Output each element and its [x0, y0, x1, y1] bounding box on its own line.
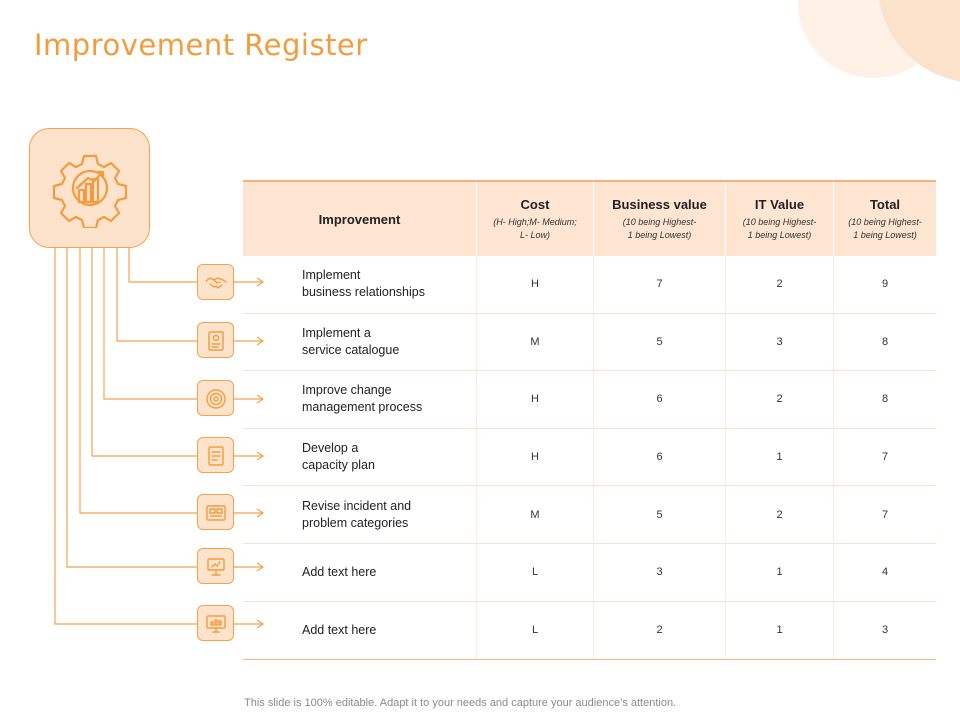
cost-cell: M	[477, 314, 594, 371]
improvement-cell: Add text here	[243, 544, 477, 601]
table-row	[243, 314, 936, 372]
improvement-register-table	[243, 180, 936, 660]
table-row	[243, 256, 936, 314]
it-value-cell: 2	[726, 486, 834, 543]
footer-note: This slide is 100% editable. Adapt it to your needs and capture your audience’s attention.	[244, 697, 677, 709]
improvement-cell: Add text here	[243, 602, 477, 660]
handshake-icon	[197, 264, 234, 300]
business-value-cell: 7	[594, 256, 726, 313]
total-cell: 7	[881, 508, 889, 521]
catalogue-icon	[197, 322, 234, 358]
total-cell: 4	[881, 566, 889, 579]
business-value-cell: 5	[594, 486, 726, 543]
improvement-cell: Implement business relationships	[243, 256, 477, 313]
business-value-cell: 5	[594, 314, 726, 371]
table-row	[243, 544, 936, 602]
cost-cell: H	[477, 371, 594, 428]
table-row	[243, 371, 936, 429]
cost-cell: M	[477, 486, 594, 543]
header-business-value: Business value (10 being Highest- 1 being Lowest)	[594, 182, 726, 256]
header-cost: Cost (H- High;M- Medium; L- Low)	[477, 182, 594, 256]
cost-cell: L	[477, 602, 594, 660]
improvement-cell: Develop a capacity plan	[243, 429, 477, 486]
business-value-cell: 3	[594, 544, 726, 601]
table-header	[243, 182, 936, 256]
cost-cell: H	[477, 429, 594, 486]
presentation-icon	[197, 548, 234, 584]
table-row	[243, 486, 936, 544]
table-row	[243, 602, 936, 660]
monitor-chart-icon	[197, 605, 234, 641]
business-value-cell: 2	[594, 602, 726, 660]
it-value-cell: 1	[726, 544, 834, 601]
header-improvement: Improvement	[243, 182, 477, 256]
header-it-value: IT Value (10 being Highest- 1 being Lowest)	[726, 182, 834, 256]
it-value-cell: 1	[726, 429, 834, 486]
total-cell: 8	[881, 393, 889, 406]
cost-cell: H	[477, 256, 594, 313]
target-icon	[197, 380, 234, 416]
business-value-cell: 6	[594, 429, 726, 486]
page-title: Improvement Register	[34, 28, 368, 62]
total-cell: 8	[881, 335, 889, 348]
plan-document-icon	[197, 437, 234, 473]
total-cell: 9	[881, 278, 889, 291]
it-value-cell: 1	[726, 602, 834, 660]
improvement-cell: Improve change management process	[243, 371, 477, 428]
cost-cell: L	[477, 544, 594, 601]
it-value-cell: 3	[726, 314, 834, 371]
it-value-cell: 2	[726, 371, 834, 428]
business-value-cell: 6	[594, 371, 726, 428]
total-cell: 7	[881, 451, 889, 464]
total-cell: 3	[881, 624, 889, 637]
categories-icon	[197, 494, 234, 530]
table-row	[243, 429, 936, 487]
improvement-cell: Revise incident and problem categories	[243, 486, 477, 543]
it-value-cell: 2	[726, 256, 834, 313]
improvement-cell: Implement a service catalogue	[243, 314, 477, 371]
header-total: Total (10 being Highest- 1 being Lowest)	[848, 196, 922, 240]
